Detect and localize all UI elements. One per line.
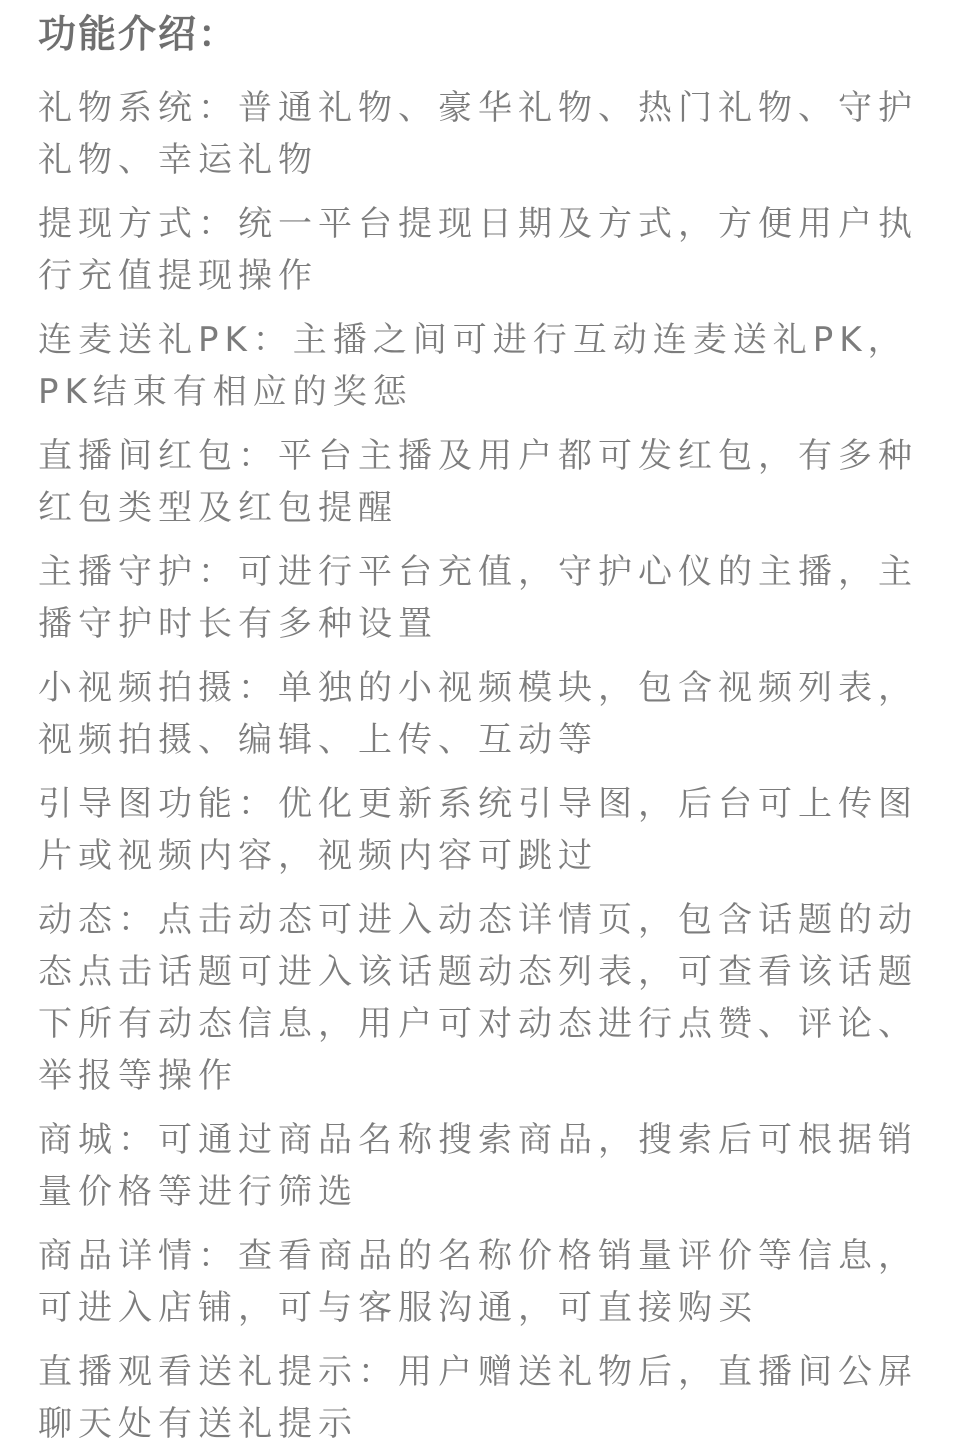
feature-product-detail: 商品详情：查看商品的名称价格销量评价等信息，可进入店铺，可与客服沟通，可直接购买	[38, 1236, 918, 1328]
feature-moments: 动态：点击动态可进入动态详情页，包含话题的动态点击话题可进入该话题动态列表，可查看该话题下所有动态信息，用户可对动态进行点赞、评论、举报等操作	[38, 900, 918, 1096]
feature-withdrawal: 提现方式：统一平台提现日期及方式，方便用户执行充值提现操作	[38, 204, 918, 296]
feature-mall: 商城：可通过商品名称搜索商品，搜索后可根据销量价格等进行筛选	[38, 1120, 918, 1212]
feature-guide-image: 引导图功能：优化更新系统引导图，后台可上传图片或视频内容，视频内容可跳过	[38, 784, 918, 876]
feature-gift-notice: 直播观看送礼提示：用户赠送礼物后，直播间公屏聊天处有送礼提示	[38, 1352, 918, 1444]
page-title: 功能介绍：	[38, 12, 239, 56]
feature-red-packet: 直播间红包：平台主播及用户都可发红包，有多种红包类型及红包提醒	[38, 436, 918, 528]
feature-anchor-guard: 主播守护：可进行平台充值，守护心仪的主播，主播守护时长有多种设置	[38, 552, 918, 644]
feature-short-video: 小视频拍摄：单独的小视频模块，包含视频列表，视频拍摄、编辑、上传、互动等	[38, 668, 918, 760]
feature-mic-link-pk: 连麦送礼PK：主播之间可进行互动连麦送礼PK，PK结束有相应的奖惩	[38, 320, 908, 412]
feature-gift-system: 礼物系统：普通礼物、豪华礼物、热门礼物、守护礼物、幸运礼物	[38, 88, 918, 180]
